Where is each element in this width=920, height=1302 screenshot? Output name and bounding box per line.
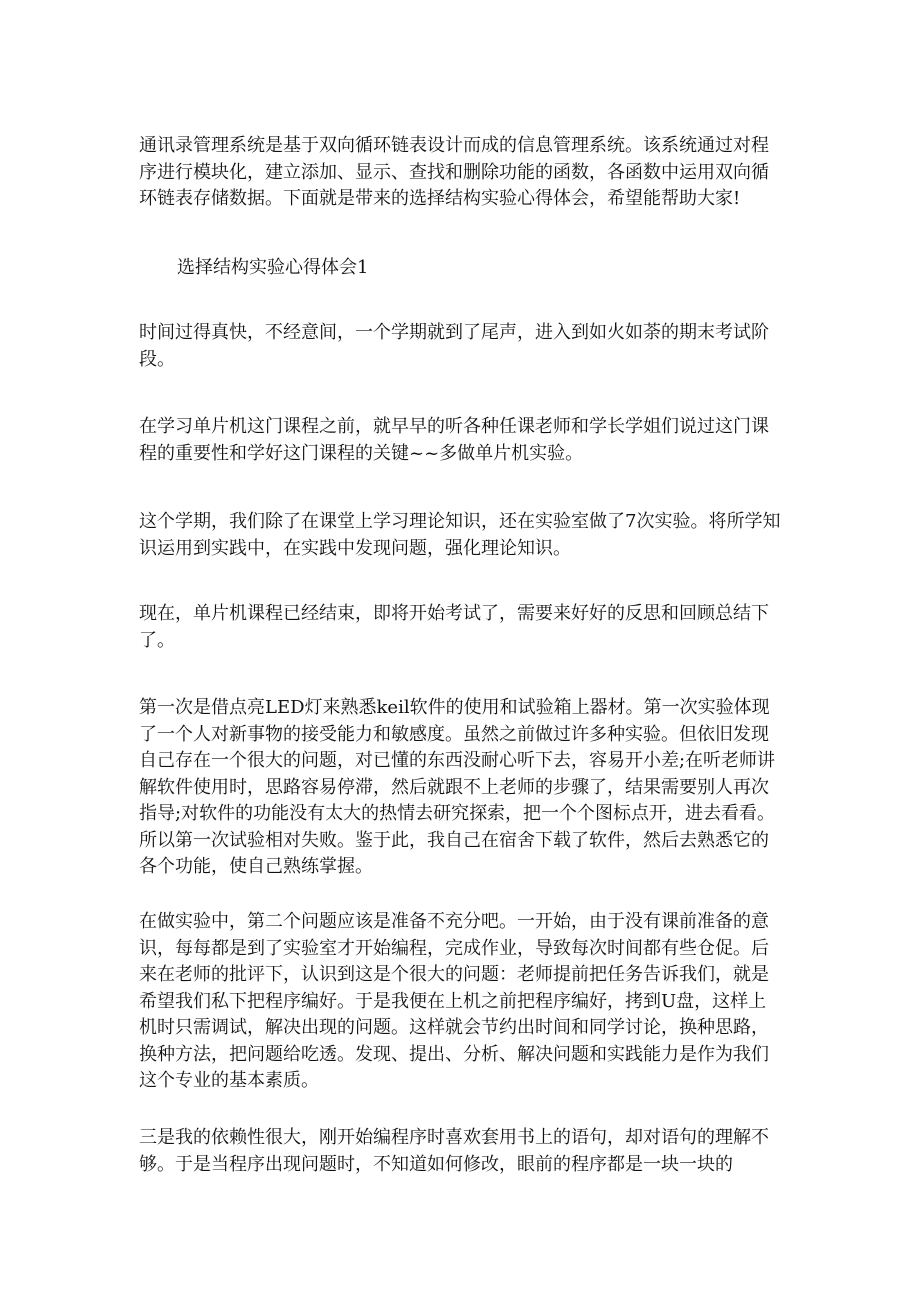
- paragraph-2: 在学习单片机这门课程之前，就早早的听各种任课老师和学长学姐们说过这门课程的重要性和学好这门课程的关键~~多做单片机实验。: [139, 416, 769, 464]
- section-title: 选择结构实验心得体会1: [177, 257, 369, 278]
- paragraph-6: 在做实验中，第二个问题应该是准备不充分吧。一开始，由于没有课前准备的意识，每每都是到了实验室才开始编程，完成作业，导致每次时间都有些仓促。后来在老师的批评下，认识到这是个很大的问题：老师提前把任务告诉我们，就是希望我们私下把程序编好。于是我便在上机之前把程序编好，拷到U盘，这样上机时只需调试，解决出现的问题。这样就会节约出时间和同学讨论，换种思路，换种方法，把问题给吃透。发现、提出、分析、解决问题和实践能力是作为我们这个专业的基本素质。: [139, 911, 769, 1091]
- paragraph-5: 第一次是借点亮LED灯来熟悉keil软件的使用和试验箱上器材。第一次实验体现了一个人对新事物的接受能力和敏感度。虽然之前做过许多种实验。但依旧发现自己存在一个很大的问题，对已懂的东西没耐心听下去，容易开小差;在听老师讲解软件使用时，思路容易停滞，然后就跟不上老师的步骤了，结果需要别人再次指导;对软件的功能没有太大的热情去研究探索，把一个个图标点开，进去看看。所以第一次试验相对失败。鉴于此，我自己在宿舍下载了软件，然后去熟悉它的各个功能，使自己熟练掌握。: [139, 697, 776, 877]
- paragraph-1: 时间过得真快，不经意间，一个学期就到了尾声，进入到如火如荼的期末考试阶段。: [139, 322, 769, 370]
- paragraph-4: 现在，单片机课程已经结束，即将开始考试了，需要来好好的反思和回顾总结下了。: [139, 603, 769, 651]
- paragraph-3: 这个学期，我们除了在课堂上学习理论知识，还在实验室做了7次实验。将所学知识运用到实践中，在实践中发现问题，强化理论知识。: [139, 511, 781, 559]
- intro-paragraph: 通讯录管理系统是基于双向循环链表设计而成的信息管理系统。该系统通过对程序进行模块化，建立添加、显示、查找和删除功能的函数，各函数中运用双向循环链表存储数据。下面就是带来的选择结构实验心得体会，希望能帮助大家!: [139, 135, 769, 209]
- paragraph-7: 三是我的依赖性很大，刚开始编程序时喜欢套用书上的语句，却对语句的理解不够。于是当程序出现问题时，不知道如何修改，眼前的程序都是一块一块的: [139, 1127, 769, 1175]
